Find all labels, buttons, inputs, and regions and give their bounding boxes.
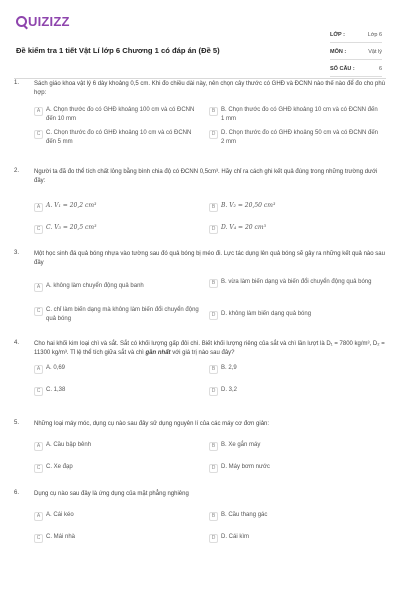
option-a[interactable] bbox=[34, 202, 202, 212]
question-text: Một học sinh đá quả bóng nhựa vào tường sau đó quả bóng bị méo đi. Lực tác dụng lên quả bóng sẽ gây ra những kết quả nào sau đây bbox=[34, 251, 385, 266]
option-a[interactable] bbox=[34, 282, 202, 292]
meta-key: SỐ CÂU : bbox=[330, 66, 355, 72]
option-a[interactable] bbox=[34, 364, 202, 374]
option-letter-box: C bbox=[34, 225, 43, 234]
header-divider bbox=[14, 78, 386, 79]
option-b[interactable] bbox=[209, 511, 379, 521]
question-number: 6. bbox=[14, 490, 20, 496]
option-c[interactable] bbox=[34, 224, 202, 234]
option-letter-box: A bbox=[34, 283, 43, 292]
meta-value: Vật lý bbox=[368, 49, 382, 55]
option-letter-box: B bbox=[209, 365, 218, 374]
question-2 bbox=[14, 168, 386, 236]
option-list bbox=[34, 358, 386, 408]
question-number: 2. bbox=[14, 168, 20, 174]
option-letter-box: C bbox=[34, 464, 43, 473]
option-text: C. Chọn thước đo có GHĐ khoảng 10 cm và có ĐCNN đến 5 mm bbox=[46, 130, 192, 145]
logo-text: UIZIZZ bbox=[28, 14, 70, 29]
option-letter-box: B bbox=[209, 512, 218, 521]
option-letter-box: D bbox=[209, 387, 218, 396]
option-list bbox=[34, 429, 386, 479]
question-6 bbox=[14, 490, 386, 549]
option-text: A. Chọn thước đo có GHĐ khoảng 100 cm và có ĐCNN đến 10 mm bbox=[46, 107, 195, 122]
option-letter-box: A bbox=[34, 442, 43, 451]
option-text: B. Xe gắn máy bbox=[221, 442, 261, 448]
option-letter-box: A bbox=[34, 512, 43, 521]
option-b[interactable] bbox=[209, 441, 379, 451]
option-letter-box: C bbox=[34, 387, 43, 396]
option-b[interactable] bbox=[209, 106, 379, 123]
option-c[interactable] bbox=[34, 129, 202, 146]
meta-row-question-count bbox=[330, 62, 382, 77]
meta-row-subject bbox=[330, 45, 382, 60]
quizizz-logo bbox=[16, 14, 70, 29]
option-text: C. V₃ = 20,5 cm³ bbox=[46, 224, 97, 231]
option-c[interactable] bbox=[34, 463, 202, 473]
option-text: A. Cái kéo bbox=[46, 512, 74, 518]
meta-key: LỚP : bbox=[330, 32, 345, 38]
option-list bbox=[34, 98, 386, 148]
option-text: B. Cầu thang gác bbox=[221, 512, 268, 518]
option-letter-box: A bbox=[34, 365, 43, 374]
option-list bbox=[34, 186, 386, 236]
worksheet-title: Đề kiểm tra 1 tiết Vật Lí lớp 6 Chương 1 có đáp án (Đề 5) bbox=[16, 46, 220, 55]
option-letter-box: D bbox=[209, 225, 218, 234]
question-text: Người ta đã đo thể tích chất lỏng bằng bình chia độ có ĐCNN 0,5cm³. Hãy chỉ ra cách ghi kết quả đúng trong những trường dưới đây: bbox=[34, 169, 378, 184]
option-letter-box: C bbox=[34, 130, 43, 139]
option-text: D. V₄ = 20 cm³ bbox=[221, 224, 266, 231]
option-letter-box: B bbox=[209, 203, 218, 212]
question-number: 3. bbox=[14, 250, 20, 256]
option-letter-box: B bbox=[209, 107, 218, 116]
question-3 bbox=[14, 250, 386, 328]
option-text: D. Chọn thước đo có GHĐ khoảng 50 cm và có ĐCNN đến 2 mm bbox=[221, 130, 379, 145]
option-b[interactable] bbox=[209, 364, 379, 374]
option-text: C. Xe đạp bbox=[46, 464, 73, 470]
question-1 bbox=[14, 80, 386, 148]
option-text: B. 2,9 bbox=[221, 365, 237, 371]
option-text: D. Cái kìm bbox=[221, 534, 250, 540]
option-text: C. Mái nhà bbox=[46, 534, 76, 540]
option-text: C. chỉ làm biến dạng mà không làm biến đổi chuyển động quả bóng bbox=[46, 307, 199, 322]
option-letter-box: C bbox=[34, 307, 43, 316]
question-text bbox=[34, 340, 386, 358]
option-d[interactable] bbox=[209, 533, 379, 543]
option-letter-box: D bbox=[209, 130, 218, 139]
option-c[interactable] bbox=[34, 386, 202, 396]
option-d[interactable] bbox=[209, 310, 379, 320]
question-text-main: Cho hai khối kim loại chì và sắt. Sắt có khối lượng gấp đôi chì. Biết khối lượng riêng của sắt và chì lần lượt là D₁ = 7800 kg/m³, D₂ = 11300 kg/m³. Tỉ lệ thể tích giữa sắt và chì bbox=[34, 341, 385, 356]
option-d[interactable] bbox=[209, 386, 379, 396]
question-emphasis: gần nhất bbox=[145, 350, 171, 356]
option-letter-box: B bbox=[209, 442, 218, 451]
option-letter-box: A bbox=[34, 203, 43, 212]
option-c[interactable] bbox=[34, 533, 202, 543]
question-text: Sách giáo khoa vật lý 6 dày khoảng 0,5 cm. Khi đo chiều dài này, nên chọn cây thước có GHĐ và ĐCNN nào thế nào để đo cho phù hợp: bbox=[34, 81, 386, 96]
option-text: C. 1,38 bbox=[46, 387, 66, 393]
option-text: A. 0,69 bbox=[46, 365, 66, 371]
option-letter-box: B bbox=[209, 279, 218, 288]
option-letter-box: D bbox=[209, 464, 218, 473]
meta-key: MÔN : bbox=[330, 49, 347, 55]
question-text-end: với giá trị nào sau đây? bbox=[172, 350, 235, 356]
question-number: 4. bbox=[14, 340, 20, 346]
option-letter-box: A bbox=[34, 107, 43, 116]
option-letter-box: D bbox=[209, 311, 218, 320]
option-text: B. Chọn thước đo có GHĐ khoảng 10 cm và có ĐCNN đến 1 mm bbox=[221, 107, 378, 122]
option-a[interactable] bbox=[34, 511, 202, 521]
meta-value: 6 bbox=[378, 66, 382, 72]
question-number: 1. bbox=[14, 80, 20, 86]
question-text: Dụng cụ nào sau đây là ứng dụng của mặt phẳng nghiêng bbox=[34, 491, 189, 497]
question-4 bbox=[14, 340, 386, 408]
option-text: A. Cầu bập bênh bbox=[46, 442, 92, 448]
option-text: D. Máy bơm nước bbox=[221, 464, 270, 470]
meta-value: Lớp 6 bbox=[367, 32, 382, 38]
option-c[interactable] bbox=[34, 306, 202, 323]
option-text: A. không làm chuyển động quả banh bbox=[46, 283, 144, 289]
option-d[interactable] bbox=[209, 129, 379, 146]
worksheet-header bbox=[14, 12, 386, 80]
option-d[interactable] bbox=[209, 224, 379, 234]
question-text: Những loại máy móc, dụng cụ nào sau đây sử dụng nguyên lí của các máy cơ đơn giản: bbox=[34, 421, 270, 427]
option-list bbox=[34, 268, 386, 328]
option-b[interactable] bbox=[209, 278, 379, 288]
meta-row-class bbox=[330, 28, 382, 43]
option-text: B. vừa làm biến dạng và biến đổi chuyển động quả bóng bbox=[221, 279, 372, 285]
option-list bbox=[34, 499, 386, 549]
option-d[interactable] bbox=[209, 463, 379, 473]
option-a[interactable] bbox=[34, 106, 202, 123]
option-text: D. không làm biến dạng quả bóng bbox=[221, 311, 312, 317]
option-b[interactable] bbox=[209, 202, 379, 212]
option-text: A. V₁ = 20,2 cm³ bbox=[46, 202, 97, 209]
question-number: 5. bbox=[14, 420, 20, 426]
question-5 bbox=[14, 420, 386, 479]
option-text: D. 3,2 bbox=[221, 387, 238, 393]
option-letter-box: C bbox=[34, 534, 43, 543]
quizizz-q-icon bbox=[16, 16, 27, 27]
worksheet-meta bbox=[330, 28, 382, 79]
option-a[interactable] bbox=[34, 441, 202, 451]
option-text: B. V₂ = 20,50 cm³ bbox=[221, 202, 276, 209]
option-letter-box: D bbox=[209, 534, 218, 543]
